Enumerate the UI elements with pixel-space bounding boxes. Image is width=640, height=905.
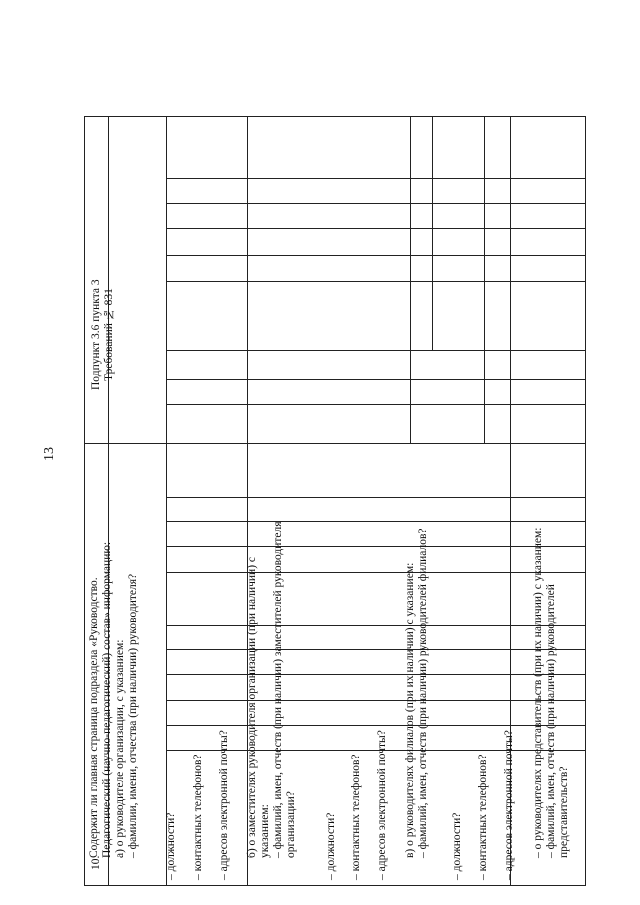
page-number: 13 xyxy=(42,447,57,461)
table-border-left xyxy=(84,885,586,886)
block-position-b xyxy=(325,730,338,880)
answer-col-sep xyxy=(432,116,433,351)
question-line: представительств? xyxy=(558,766,570,858)
question-line: – адресов электронной почты? xyxy=(376,730,388,880)
question-line: – фамилий, имен, отчеств (при наличии) руководителей xyxy=(545,584,557,858)
block-position-c xyxy=(451,730,464,880)
question-line: – фамилий, имен, отчеств (при наличии) руководителей филиалов? xyxy=(417,528,429,858)
question-line: – фамилий, имен, отчеств (при наличии) заместителей руководителя xyxy=(272,521,284,858)
answer-col-sep xyxy=(484,116,485,444)
row-sep xyxy=(166,625,586,626)
row-number: 10. xyxy=(90,855,102,870)
reference-line: Требований № 831 xyxy=(103,288,115,382)
question-line: – контактных телефонов? xyxy=(350,754,362,880)
table-border-bottom xyxy=(585,116,586,886)
question-line: – адресов электронной почты? xyxy=(218,730,230,880)
block-email-b xyxy=(376,645,389,880)
reference-line: Подпункт 3.6 пункта 3 xyxy=(90,279,102,391)
block-c-text xyxy=(404,418,430,858)
question-line: – должности? xyxy=(325,812,337,880)
block-b-text xyxy=(246,418,298,858)
row-sep xyxy=(166,281,586,282)
row-sep xyxy=(166,404,586,405)
question-line: – фамилии, имени, отчества (при наличии) руководителя? xyxy=(127,573,139,858)
block-phones-b xyxy=(350,690,363,880)
question-line: указанием: xyxy=(259,804,271,858)
question-line: – контактных телефонов? xyxy=(192,754,204,880)
block-a-text xyxy=(88,418,140,858)
row-sep xyxy=(166,350,586,351)
row-sep xyxy=(166,228,586,229)
row-sep xyxy=(166,203,586,204)
question-line: а) о руководителе организации, с указанием: xyxy=(114,639,126,858)
row-sep xyxy=(166,379,586,380)
answer-col-sep xyxy=(410,116,411,444)
row-sep xyxy=(166,443,586,444)
question-line: – должности? xyxy=(451,812,463,880)
row-sep xyxy=(166,497,586,498)
block-phones-c xyxy=(477,690,490,880)
row-sep xyxy=(166,572,586,573)
question-line: Содержит ли главная страница подраздела «Руководство. xyxy=(88,577,100,858)
row-sep xyxy=(166,255,586,256)
row-sep xyxy=(166,178,586,179)
row-number-display xyxy=(90,830,103,870)
question-line: – контактных телефонов? xyxy=(477,754,489,880)
table-border-right xyxy=(84,116,586,117)
question-line: – должности? xyxy=(165,812,177,880)
question-line: организации? xyxy=(285,791,297,858)
block-d-text xyxy=(532,418,571,858)
block-email-c xyxy=(503,645,516,880)
question-line: б) о заместителях руководителя организации (при наличии) с xyxy=(246,556,258,858)
question-line: в) о руководителях филиалов (при их наличии) с указанием: xyxy=(404,562,416,858)
block-email-a xyxy=(218,645,231,880)
question-line: – адресов электронной почты? xyxy=(503,730,515,880)
row-sep xyxy=(166,521,586,522)
block-phones-a xyxy=(192,690,205,880)
block-position-a xyxy=(165,730,178,880)
reference-text xyxy=(90,270,116,400)
row-sep xyxy=(166,546,586,547)
question-line: – о руководителях представительств (при их наличии) с указанием: xyxy=(532,527,544,858)
question-line: Педагогический (научно-педагогический) состав» информацию: xyxy=(101,541,113,858)
table-border-top xyxy=(84,116,85,886)
